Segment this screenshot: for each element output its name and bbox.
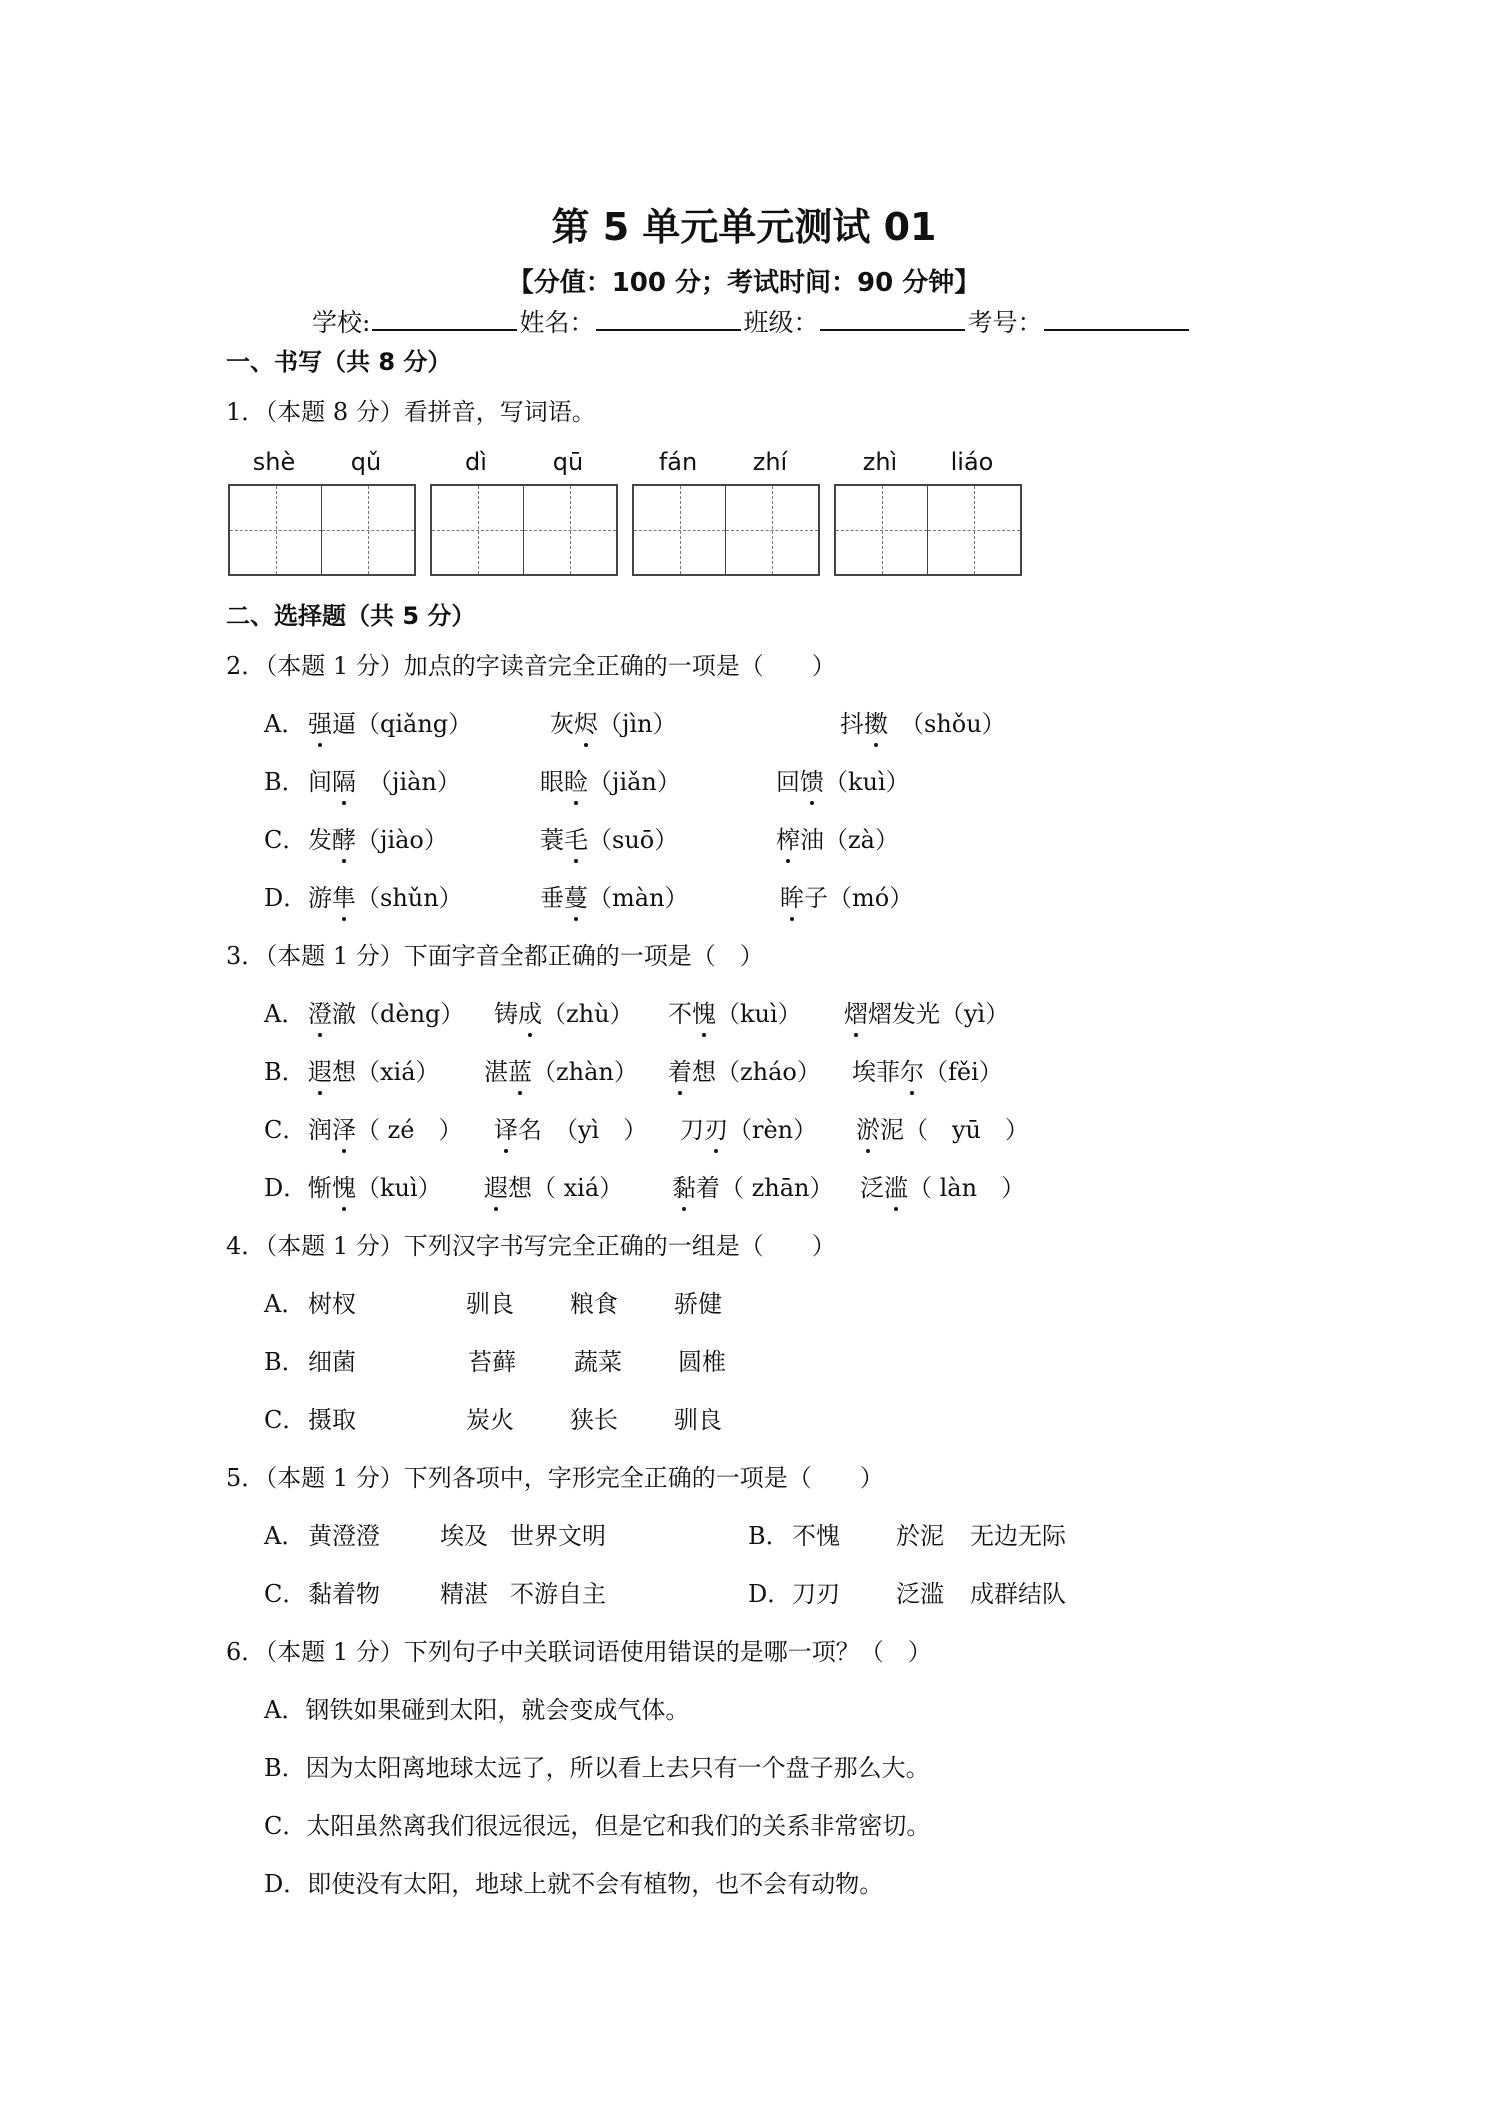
item-rest: （kuì） — [716, 1000, 802, 1028]
item-rest: （jìn） — [598, 710, 677, 738]
q5-option-a-word2: 埃及 — [440, 1522, 488, 1550]
question-1-stem: 1．（本题 8 分）看拼音，写词语。 — [226, 398, 596, 426]
q5-option-d-word3: 成群结队 — [970, 1580, 1066, 1608]
item-rest: 逼（qiǎng） — [332, 710, 473, 738]
dotted-char: 强 — [308, 704, 332, 739]
dotted-char: 眸 — [780, 878, 804, 913]
pinyin-5: fán — [658, 448, 698, 476]
q6-option-d[interactable]: D．即使没有太阳，地球上就不会有植物，也不会有动物。 — [264, 1870, 884, 1898]
q4-option-a-word1: 树杈 — [308, 1290, 356, 1318]
q3-option-b-item3 — [668, 1052, 821, 1087]
dotted-char: 隔 — [332, 762, 356, 797]
item-pre: 刀 — [680, 1116, 704, 1144]
dotted-char: 译 — [494, 1110, 518, 1145]
q4-option-c-word3: 狭长 — [570, 1406, 618, 1434]
q2-option-a-item3 — [840, 704, 1006, 739]
item-pre: 润 — [308, 1116, 332, 1144]
pinyin-7: zhì — [862, 448, 898, 476]
item-rest: 澈（dèng） — [332, 1000, 465, 1028]
school-label: 学校: — [312, 308, 371, 337]
q3-option-c-item4 — [856, 1110, 1029, 1145]
name-label: 姓名： — [519, 308, 595, 337]
q2-option-c-item3 — [776, 820, 899, 855]
q3-option-d-item1 — [308, 1168, 442, 1203]
item-pre: 回 — [776, 768, 800, 796]
q5-option-a-label[interactable]: A． — [264, 1522, 306, 1550]
grid-cell[interactable] — [432, 486, 524, 574]
grid-cell[interactable] — [524, 486, 616, 574]
question-6-stem: 6．（本题 1 分）下列句子中关联词语使用错误的是哪一项？（ ） — [226, 1638, 932, 1666]
writing-grid-1[interactable] — [228, 484, 416, 576]
q2-option-c-item1 — [308, 820, 448, 855]
q4-option-b-word1: 细菌 — [308, 1348, 356, 1376]
dotted-char: 烬 — [574, 704, 598, 739]
q5-option-a-word3: 世界文明 — [510, 1522, 606, 1550]
id-label: 考号： — [967, 308, 1043, 337]
q4-option-a-label[interactable]: A． — [264, 1290, 306, 1318]
question-5-stem: 5．（本题 1 分）下列各项中，字形完全正确的一项是（ ） — [226, 1464, 884, 1492]
q5-option-d-word2: 泛滥 — [896, 1580, 944, 1608]
pinyin-4: qū — [552, 448, 584, 476]
q3-option-c-item1 — [308, 1110, 462, 1145]
q2-option-a-label[interactable]: A． — [264, 710, 306, 738]
student-info-line — [312, 303, 1191, 339]
item-rest: （jiàn） — [356, 768, 461, 796]
grid-cell[interactable] — [322, 486, 414, 574]
q3-option-a-item3 — [668, 994, 802, 1029]
dotted-char: 澄 — [308, 994, 332, 1029]
dotted-char: 榨 — [776, 820, 800, 855]
question-2-stem: 2．（本题 1 分）加点的字读音完全正确的一项是（ ） — [226, 652, 836, 680]
dotted-char: 熠 — [844, 994, 868, 1029]
item-pre: 发 — [308, 826, 332, 854]
dotted-char: 酵 — [332, 820, 356, 855]
q2-option-b-item3 — [776, 762, 910, 797]
item-rest: （jiǎn） — [588, 768, 681, 796]
q5-option-c-word2: 精湛 — [440, 1580, 488, 1608]
item-pre: 游 — [308, 884, 332, 912]
q5-option-b-label[interactable]: B． — [748, 1522, 790, 1550]
q3-option-a-item1 — [308, 994, 464, 1029]
q5-option-c-word1: 黏着物 — [308, 1580, 380, 1608]
item-rest: （jiào） — [356, 826, 448, 854]
q4-option-b-word3: 蔬菜 — [574, 1348, 622, 1376]
q5-option-c-label[interactable]: C． — [264, 1580, 307, 1608]
dotted-char: 遐 — [484, 1168, 508, 1203]
dotted-char: 愧 — [692, 994, 716, 1029]
dotted-char: 泽 — [332, 1110, 356, 1145]
q2-option-d-item1 — [308, 878, 463, 913]
writing-grid-2[interactable] — [430, 484, 618, 576]
q4-option-c-word4: 驯良 — [674, 1406, 722, 1434]
exam-title: 第 5 单元单元测试 01 — [551, 205, 937, 249]
q3-option-d-item2 — [484, 1168, 623, 1203]
item-rest: 泥（ yū ） — [880, 1116, 1030, 1144]
q4-option-a-word4: 骄健 — [674, 1290, 722, 1318]
item-rest: （màn） — [588, 884, 689, 912]
item-rest: 想（ xiá） — [508, 1174, 624, 1202]
dotted-char: 黏 — [672, 1168, 696, 1203]
section2-heading: 二、选择题（共 5 分） — [226, 602, 476, 630]
class-blank[interactable] — [820, 305, 965, 331]
item-rest: （zhù） — [542, 1000, 634, 1028]
dotted-char: 尔 — [900, 1052, 924, 1087]
q3-option-b-item1 — [308, 1052, 440, 1087]
dotted-char: 蔓 — [564, 878, 588, 913]
dotted-char: 滥 — [884, 1168, 908, 1203]
pinyin-6: zhí — [752, 448, 788, 476]
dotted-char: 睑 — [564, 762, 588, 797]
dotted-char: 愧 — [332, 1168, 356, 1203]
item-rest: （kuì） — [824, 768, 910, 796]
q5-option-a-word1: 黄澄澄 — [308, 1522, 380, 1550]
pinyin-1: shè — [252, 448, 296, 476]
grid-cell[interactable] — [836, 486, 928, 574]
item-pre: 间 — [308, 768, 332, 796]
q3-option-d-item3 — [672, 1168, 834, 1203]
item-rest: （shǒu） — [888, 710, 1006, 738]
item-rest: （fěi） — [924, 1058, 1003, 1086]
q5-option-d-label[interactable]: D． — [748, 1580, 792, 1608]
item-pre: 垂 — [540, 884, 564, 912]
q2-option-b-item2 — [540, 762, 681, 797]
q4-option-a-word2: 驯良 — [466, 1290, 514, 1318]
grid-cell[interactable] — [634, 486, 726, 574]
item-pre: 湛 — [484, 1058, 508, 1086]
q2-option-a-item2 — [550, 704, 677, 739]
q4-option-b-label[interactable]: B． — [264, 1348, 306, 1376]
item-rest: 名 （yì ） — [518, 1116, 648, 1144]
exam-subtitle: 【分值：100 分；考试时间：90 分钟】 — [507, 268, 981, 298]
pinyin-2: qǔ — [350, 448, 382, 476]
dotted-char: 刃 — [704, 1110, 728, 1145]
q4-option-c-word2: 炭火 — [466, 1406, 514, 1434]
q5-option-b-word2: 於泥 — [896, 1522, 944, 1550]
q5-option-b-word3: 无边无际 — [970, 1522, 1066, 1550]
dotted-char: 擞 — [864, 704, 888, 739]
grid-cell[interactable] — [928, 486, 1020, 574]
pinyin-3: dì — [465, 448, 487, 476]
q3-option-c-label[interactable]: C． — [264, 1116, 307, 1144]
id-blank[interactable] — [1044, 305, 1189, 331]
item-rest: 着（ zhān） — [696, 1174, 834, 1202]
item-rest: 想（xiá） — [332, 1058, 440, 1086]
question-3-stem: 3．（本题 1 分）下面字音全都正确的一项是（ ） — [226, 942, 764, 970]
writing-grid-4[interactable] — [834, 484, 1022, 576]
q2-option-d-label[interactable]: D． — [264, 884, 308, 912]
q3-option-b-item2 — [484, 1052, 638, 1087]
q5-option-c-word3: 不游自主 — [510, 1580, 606, 1608]
dotted-char: 蓝 — [508, 1052, 532, 1087]
pinyin-8: liáo — [950, 448, 994, 476]
item-rest: （shǔn） — [356, 884, 463, 912]
dotted-char: 毛 — [564, 820, 588, 855]
item-rest: （rèn） — [728, 1116, 818, 1144]
q3-option-a-label[interactable]: A． — [264, 1000, 306, 1028]
item-pre: 抖 — [840, 710, 864, 738]
item-rest: 想（zháo） — [692, 1058, 821, 1086]
item-rest: （ zé ） — [356, 1116, 463, 1144]
item-pre: 不 — [668, 1000, 692, 1028]
dotted-char: 隼 — [332, 878, 356, 913]
q3-option-d-label[interactable]: D． — [264, 1174, 308, 1202]
dotted-char: 成 — [518, 994, 542, 1029]
q2-option-d-item2 — [540, 878, 689, 913]
q5-option-b-word1: 不愧 — [792, 1522, 840, 1550]
item-rest: 熠发光（yì） — [868, 1000, 1010, 1028]
q2-option-a-item1 — [308, 704, 472, 739]
q2-option-b-label[interactable]: B． — [264, 768, 306, 796]
q4-option-b-word2: 苔藓 — [468, 1348, 516, 1376]
q3-option-d-item4 — [860, 1168, 1025, 1203]
q6-option-c[interactable]: C．太阳虽然离我们很远很远，但是它和我们的关系非常密切。 — [264, 1812, 931, 1840]
dotted-char: 馈 — [800, 762, 824, 797]
grid-cell[interactable] — [230, 486, 322, 574]
q4-option-c-word1: 摄取 — [308, 1406, 356, 1434]
q2-option-c-item2 — [540, 820, 678, 855]
section1-heading: 一、书写（共 8 分） — [226, 348, 452, 376]
writing-grid-3[interactable] — [632, 484, 820, 576]
dotted-char: 淤 — [856, 1110, 880, 1145]
dotted-char: 着 — [668, 1052, 692, 1087]
q3-option-b-label[interactable]: B． — [264, 1058, 306, 1086]
class-label: 班级： — [743, 308, 819, 337]
item-pre: 惭 — [308, 1174, 332, 1202]
item-rest: （zà） — [824, 826, 899, 854]
item-rest: （mó） — [828, 884, 914, 912]
q4-option-c-label[interactable]: C． — [264, 1406, 307, 1434]
item-pre: 灰 — [550, 710, 574, 738]
item-pre: 埃菲 — [852, 1058, 900, 1086]
item-mid: 油 — [800, 826, 824, 854]
q6-option-b[interactable]: B．因为太阳离地球太远了，所以看上去只有一个盘子那么大。 — [264, 1754, 930, 1782]
q3-option-a-item2 — [494, 994, 634, 1029]
q2-option-c-label[interactable]: C． — [264, 826, 307, 854]
q3-option-c-item3 — [680, 1110, 817, 1145]
q4-option-b-word4: 圆椎 — [678, 1348, 726, 1376]
item-rest: （zhàn） — [532, 1058, 638, 1086]
item-mid: 子 — [804, 884, 828, 912]
item-pre: 蓑 — [540, 826, 564, 854]
q2-option-d-item3 — [780, 878, 913, 913]
q2-option-b-item1 — [308, 762, 461, 797]
name-blank[interactable] — [596, 305, 741, 331]
q3-option-a-item4 — [844, 994, 1009, 1029]
item-pre: 泛 — [860, 1174, 884, 1202]
item-rest: （ làn ） — [908, 1174, 1026, 1202]
grid-cell[interactable] — [726, 486, 818, 574]
dotted-char: 遐 — [308, 1052, 332, 1087]
q3-option-b-item4 — [852, 1052, 1003, 1087]
item-pre: 铸 — [494, 1000, 518, 1028]
q4-option-a-word3: 粮食 — [570, 1290, 618, 1318]
q3-option-c-item2 — [494, 1110, 647, 1145]
item-rest: （kuì） — [356, 1174, 442, 1202]
item-rest: （suō） — [588, 826, 679, 854]
item-pre: 眼 — [540, 768, 564, 796]
question-4-stem: 4．（本题 1 分）下列汉字书写完全正确的一组是（ ） — [226, 1232, 836, 1260]
q6-option-a[interactable]: A．钢铁如果碰到太阳，就会变成气体。 — [264, 1696, 690, 1724]
school-blank[interactable] — [372, 305, 517, 331]
q5-option-d-word1: 刀刃 — [792, 1580, 840, 1608]
